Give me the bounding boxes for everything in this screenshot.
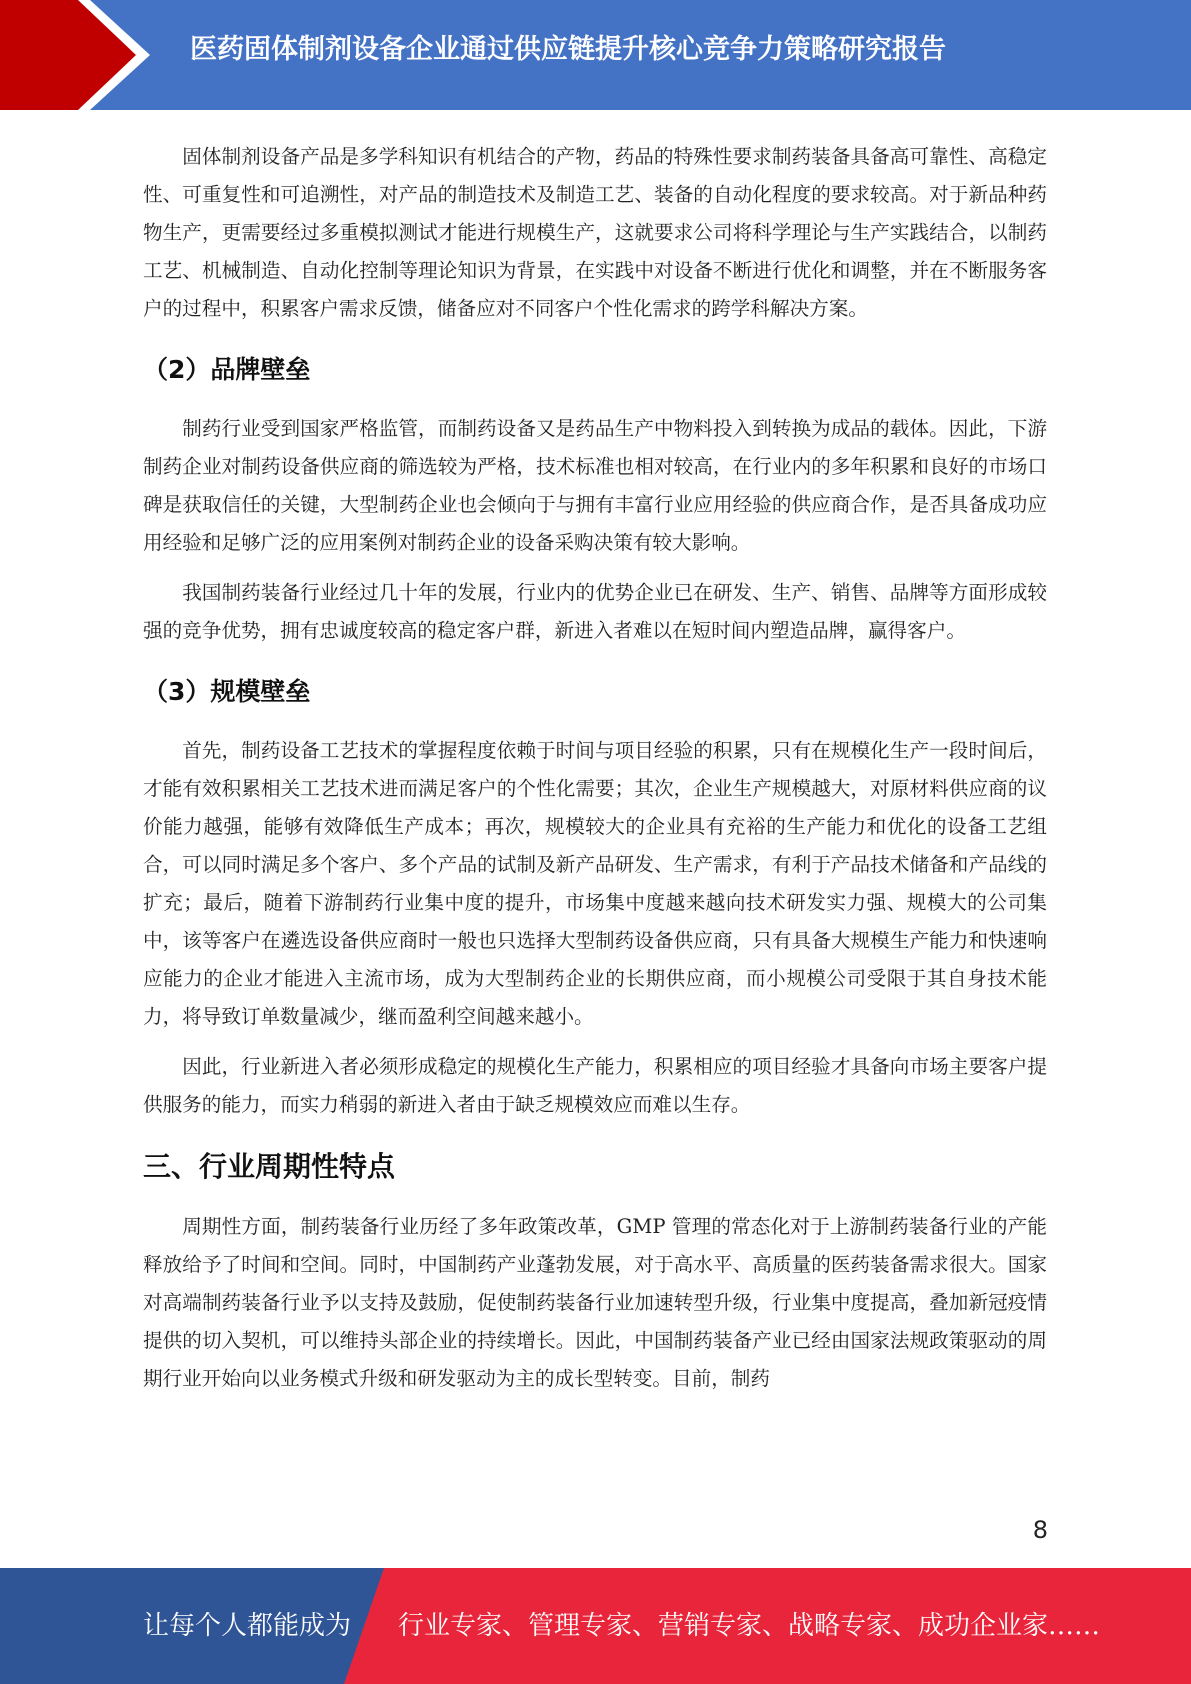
paragraph-tech-barrier: 固体制剂设备产品是多学科知识有机结合的产物，药品的特殊性要求制药装备具备高可靠性、高稳定性、可重复性和可追溯性，对产品的制造技术及制造工艺、装备的自动化程度的要求较高。对于新品种药物生产，更需要经过多重模拟测试才能进行规模生产，这就要求公司将科学理论与生产实践结合，以制药工艺、机械制造、自动化控制等理论知识为背景，在实践中对设备不断进行优化和调整，并在不断服务客户的过程中，积累客户需求反馈，储备应对不同客户个性化需求的跨学科解决方案。 xyxy=(143,145,1047,320)
page-footer xyxy=(0,1568,1191,1684)
paragraph-cyclicality: 周期性方面，制药装备行业历经了多年政策改革，GMP 管理的常态化对于上游制药装备行业的产能释放给予了时间和空间。同时，中国制药产业蓬勃发展，对于高水平、高质量的医药装备需求很大。国家对高端制药装备行业予以支持及鼓励，促使制药装备行业加速转型升级，行业集中度提高，叠加新冠疫情提供的切入契机，可以维持头部企业的持续增长。因此，中国制药装备产业已经由国家法规政策驱动的周期行业开始向以业务模式升级和研发驱动为主的成长型转变。目前，制药 xyxy=(143,1215,1047,1390)
header-chevron-decoration xyxy=(0,0,160,110)
paragraph-scale-barrier-1: 首先，制药设备工艺技术的掌握程度依赖于时间与项目经验的积累，只有在规模化生产一段时间后，才能有效积累相关工艺技术进而满足客户的个性化需要；其次，企业生产规模越大，对原材料供应商的议价能力越强，能够有效降低生产成本；再次，规模较大的企业具有充裕的生产能力和优化的设备工艺组合，可以同时满足多个客户、多个产品的试制及新产品研发、生产需求，有利于产品技术储备和产品线的扩充；最后，随着下游制药行业集中度的提升，市场集中度越来越向技术研发实力强、规模大的公司集中，该等客户在遴选设备供应商时一般也只选择大型制药设备供应商，只有具备大规模生产能力和快速响应能力的企业才能进入主流市场，成为大型制药企业的长期供应商，而小规模公司受限于其自身技术能力，将导致订单数量减少，继而盈利空间越来越小。 xyxy=(143,739,1047,1028)
document-body xyxy=(143,126,1047,1410)
heading-scale-barrier: （3）规模壁垒 xyxy=(143,677,311,706)
heading-industry-cyclicality: 三、行业周期性特点 xyxy=(143,1150,396,1183)
footer-slogan-left: 让每个人都能成为 xyxy=(143,1611,352,1641)
paragraph-scale-barrier-2: 因此，行业新进入者必须形成稳定的规模化生产能力，积累相应的项目经验才具备向市场主要客户提供服务的能力，而实力稍弱的新进入者由于缺乏规模效应而难以生存。 xyxy=(143,1055,1047,1116)
report-title: 医药固体制剂设备企业通过供应链提升核心竞争力策略研究报告 xyxy=(190,34,946,65)
page-header xyxy=(0,0,1191,110)
heading-brand-barrier: （2）品牌壁垒 xyxy=(143,355,311,384)
paragraph-brand-barrier-1: 制药行业受到国家严格监管，而制药设备又是药品生产中物料投入到转换为成品的载体。因此，下游制药企业对制药设备供应商的筛选较为严格，技术标准也相对较高，在行业内的多年积累和良好的市场口碑是获取信任的关键，大型制药企业也会倾向于与拥有丰富行业应用经验的供应商合作，是否具备成功应用经验和足够广泛的应用案例对制药企业的设备采购决策有较大影响。 xyxy=(143,417,1047,554)
page-number: 8 xyxy=(1032,1516,1048,1544)
footer-slogan-right: 行业专家、管理专家、营销专家、战略专家、成功企业家…… xyxy=(398,1611,1101,1641)
paragraph-brand-barrier-2: 我国制药装备行业经过几十年的发展，行业内的优势企业已在研发、生产、销售、品牌等方面形成较强的竞争优势，拥有忠诚度较高的稳定客户群，新进入者难以在短时间内塑造品牌，赢得客户。 xyxy=(143,581,1047,642)
